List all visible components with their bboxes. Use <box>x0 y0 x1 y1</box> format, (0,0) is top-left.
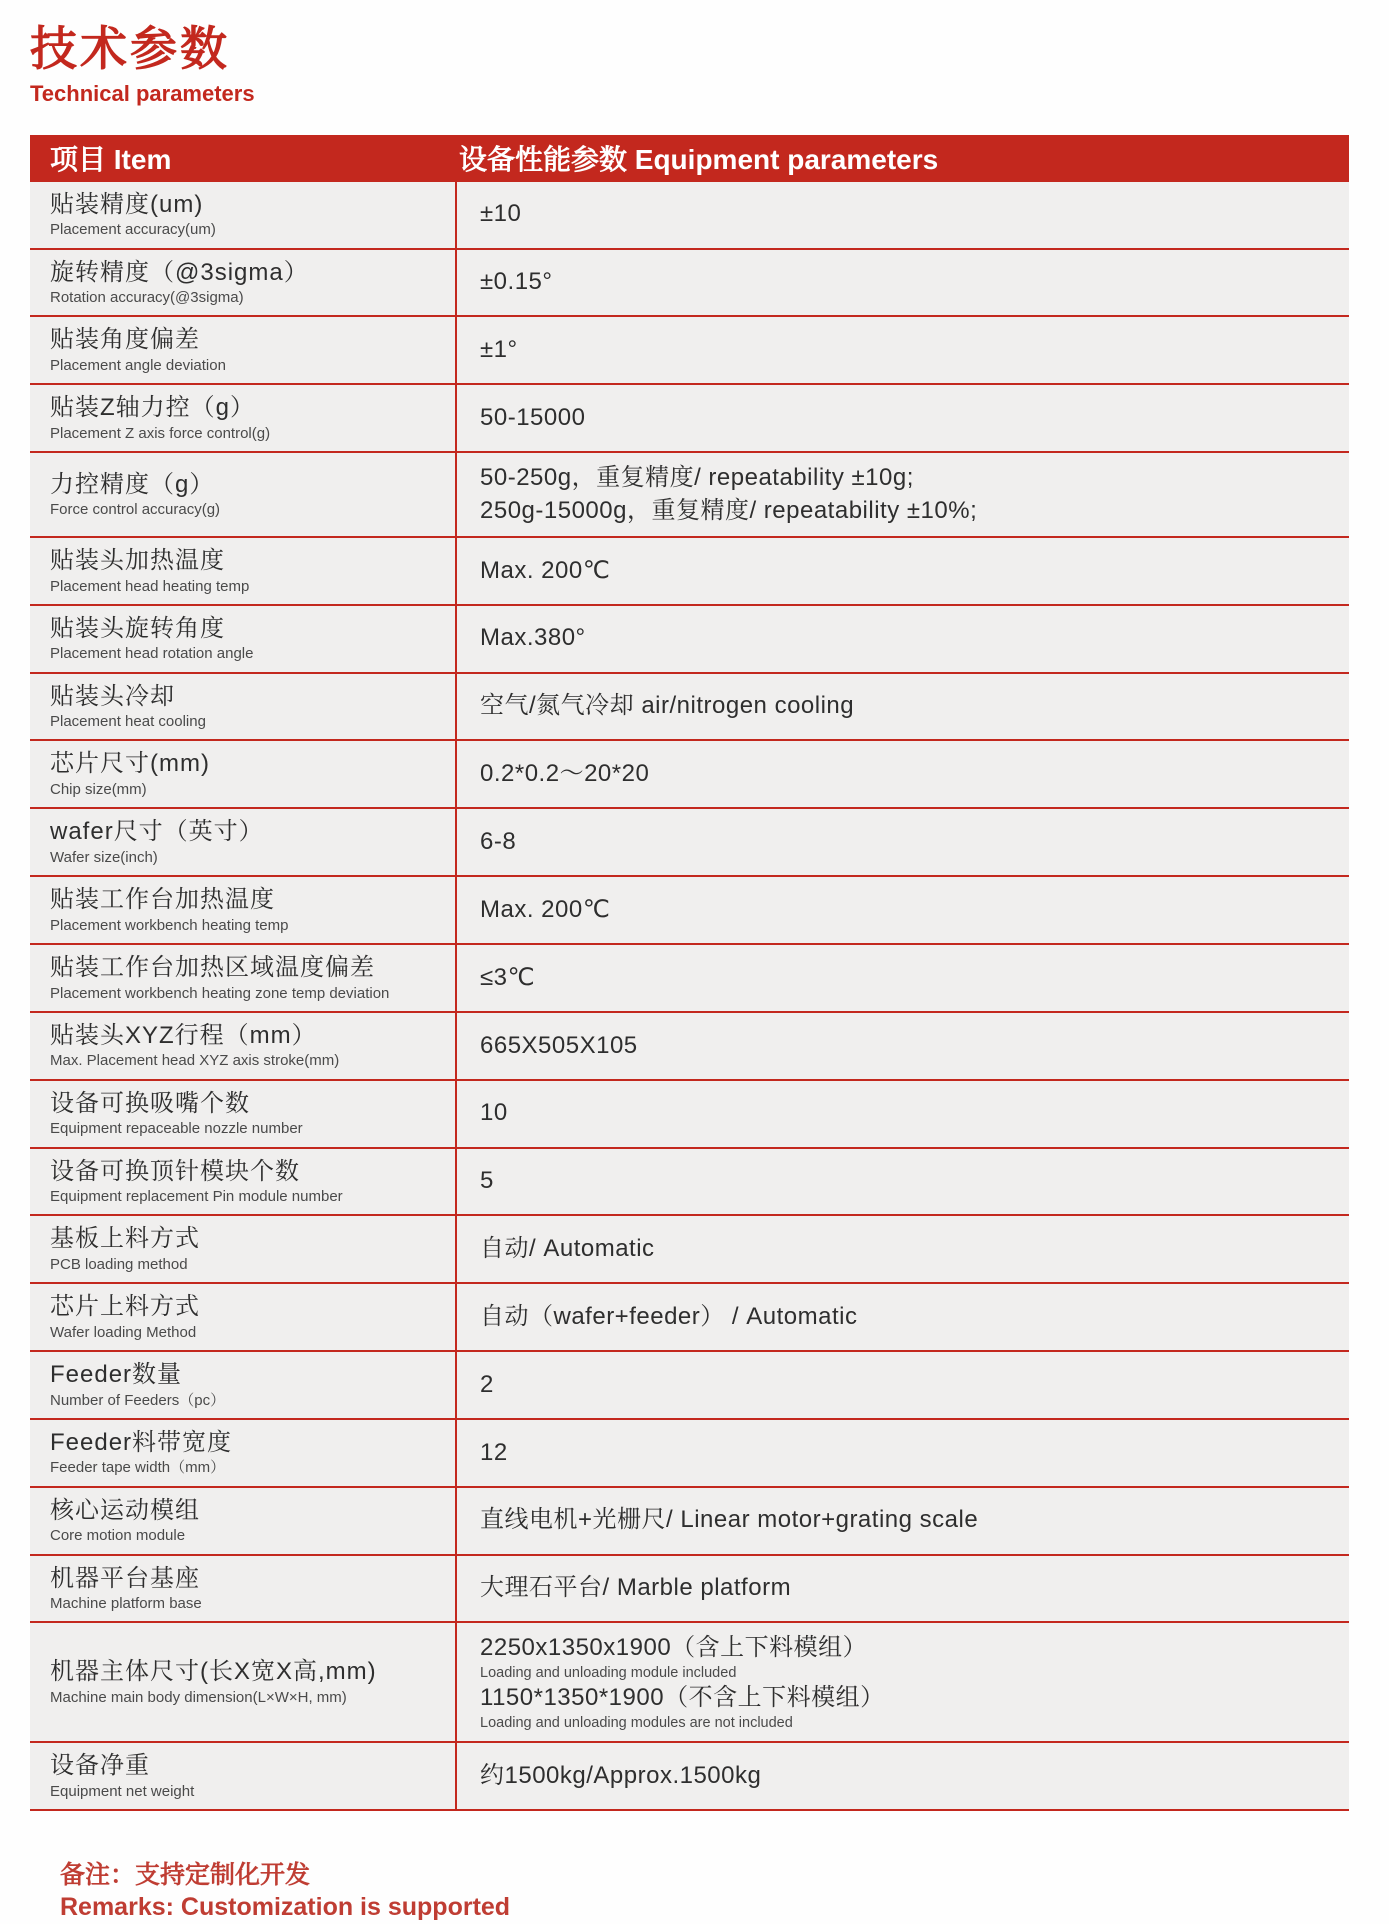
row-value: 50-250g，重复精度/ repeatability ±10g; <box>480 464 914 492</box>
table-body <box>30 182 1349 1811</box>
row-value: Max. 200℃ <box>480 895 611 923</box>
parameters-table <box>30 135 1349 1811</box>
row-label-en: Placement workbench heating zone temp deviation <box>50 984 390 1002</box>
column-header-item: 项目 Item <box>50 144 172 176</box>
table-row <box>30 385 1349 453</box>
row-label-cell <box>30 809 455 875</box>
row-label-cell <box>30 385 455 451</box>
row-label-en: Placement heat cooling <box>50 713 206 731</box>
row-value: 10 <box>480 1099 508 1127</box>
row-label-cell <box>30 877 455 943</box>
row-label-cn: 贴装头旋转角度 <box>50 614 225 642</box>
row-label-en: Rotation accuracy(@3sigma) <box>50 289 244 307</box>
row-label-cn: Feeder料带宽度 <box>50 1428 233 1456</box>
row-label-en: Max. Placement head XYZ axis stroke(mm) <box>50 1052 340 1070</box>
row-label-en: Core motion module <box>50 1527 186 1545</box>
row-label-en: Machine platform base <box>50 1595 202 1613</box>
row-label-cell <box>30 1556 455 1622</box>
row-value: 6-8 <box>480 828 517 855</box>
row-value-cell <box>455 1284 1349 1350</box>
row-label-cn: 基板上料方式 <box>50 1225 200 1253</box>
row-label-cell <box>30 1216 455 1282</box>
row-value-cell <box>455 1743 1349 1809</box>
row-label-en: Equipment repaceable nozzle number <box>50 1120 303 1138</box>
row-label-cn: Feeder数量 <box>50 1361 183 1389</box>
row-label-cell <box>30 182 455 248</box>
table-row <box>30 1149 1349 1217</box>
row-label-cn: 机器平台基座 <box>50 1564 200 1592</box>
row-label-en: Machine main body dimension(L×W×H, mm) <box>50 1688 347 1706</box>
row-label-en: Placement angle deviation <box>50 357 226 375</box>
row-label-cell <box>30 317 455 383</box>
table-row <box>30 453 1349 538</box>
row-value-cell <box>455 1216 1349 1282</box>
page-title-subtitle: Technical parameters <box>30 80 255 106</box>
table-row <box>30 1216 1349 1284</box>
row-label-cn: 设备净重 <box>50 1751 150 1779</box>
row-label-cell <box>30 1488 455 1554</box>
row-value-cell <box>455 317 1349 383</box>
row-value: Loading and unloading modules are not included <box>480 1714 793 1731</box>
table-row <box>30 674 1349 742</box>
table-row <box>30 1420 1349 1488</box>
row-value-cell <box>455 538 1349 604</box>
page-title-block <box>30 20 1349 107</box>
table-row <box>30 317 1349 385</box>
row-label-en: Placement Z axis force control(g) <box>50 424 271 442</box>
row-label-cn: 贴装头加热温度 <box>50 546 225 574</box>
row-value-cell <box>455 453 1349 536</box>
row-value: Max.380° <box>480 624 586 652</box>
row-value-cell <box>455 1556 1349 1622</box>
row-label-en: Wafer loading Method <box>50 1323 197 1341</box>
row-value-cell <box>455 809 1349 875</box>
table-row <box>30 538 1349 606</box>
row-value: 大理石平台/ Marble platform <box>480 1574 792 1602</box>
row-value: 12 <box>480 1438 508 1466</box>
row-label-cell <box>30 1743 455 1809</box>
row-label-cn: 力控精度（g） <box>50 470 215 498</box>
table-row <box>30 1623 1349 1743</box>
table-row <box>30 182 1349 250</box>
row-value-cell <box>455 182 1349 248</box>
row-label-cn: 贴装头冷却 <box>50 682 175 710</box>
row-label-cn: wafer尺寸（英寸） <box>50 818 264 846</box>
row-value: 自动/ Automatic <box>480 1235 655 1263</box>
row-value-cell <box>455 1488 1349 1554</box>
row-label-cn: 设备可换顶针模块个数 <box>50 1157 300 1185</box>
row-label-cn: 设备可换吸嘴个数 <box>50 1089 250 1117</box>
row-label-cell <box>30 606 455 672</box>
row-value: ≤3℃ <box>480 963 535 991</box>
table-row <box>30 1284 1349 1352</box>
row-label-cell <box>30 741 455 807</box>
row-value-cell <box>455 1352 1349 1418</box>
row-label-en: Equipment net weight <box>50 1782 195 1800</box>
table-row <box>30 1488 1349 1556</box>
remarks-en: Remarks: Customization is supported <box>60 1893 511 1922</box>
table-row <box>30 1743 1349 1811</box>
row-label-en: Number of Feeders（pc） <box>50 1391 226 1409</box>
row-label-en: Equipment replacement Pin module number <box>50 1188 343 1206</box>
row-label-cell <box>30 1284 455 1350</box>
row-label-cell <box>30 538 455 604</box>
row-value-cell <box>455 877 1349 943</box>
row-label-cell <box>30 1420 455 1486</box>
row-label-cell <box>30 1352 455 1418</box>
row-value: 2250x1350x1900（含上下料模组） <box>480 1634 868 1662</box>
row-label-en: Chip size(mm) <box>50 781 147 799</box>
row-label-en: PCB loading method <box>50 1255 188 1273</box>
row-label-cell <box>30 250 455 316</box>
row-value-cell <box>455 606 1349 672</box>
row-label-cn: 贴装头XYZ行程（mm） <box>50 1021 317 1049</box>
row-value: 2 <box>480 1370 494 1398</box>
row-value: 自动（wafer+feeder） / Automatic <box>480 1302 858 1330</box>
row-label-cell <box>30 674 455 740</box>
row-label-cn: 芯片尺寸(mm) <box>50 750 210 778</box>
row-label-en: Placement head rotation angle <box>50 645 254 663</box>
row-value: 1150*1350*1900（不含上下料模组） <box>480 1684 885 1712</box>
table-row <box>30 1352 1349 1420</box>
row-label-cell <box>30 453 455 536</box>
row-label-cn: 旋转精度（@3sigma） <box>50 258 309 286</box>
row-value-cell <box>455 1081 1349 1147</box>
row-value-cell <box>455 741 1349 807</box>
remarks-block <box>30 1859 1349 1924</box>
row-label-cell <box>30 1081 455 1147</box>
row-label-en: Placement workbench heating temp <box>50 916 289 934</box>
row-value: 0.2*0.2～20*20 <box>480 760 650 788</box>
remarks-cn: 备注：支持定制化开发 <box>60 1860 311 1889</box>
row-value: ±1° <box>480 336 518 364</box>
row-label-cn: 芯片上料方式 <box>50 1293 200 1321</box>
table-row <box>30 250 1349 318</box>
table-row <box>30 1081 1349 1149</box>
row-label-cell <box>30 1149 455 1215</box>
table-row <box>30 741 1349 809</box>
table-row <box>30 877 1349 945</box>
table-row <box>30 1013 1349 1081</box>
row-value: ±0.15° <box>480 268 553 296</box>
row-label-en: Force control accuracy(g) <box>50 501 221 519</box>
column-header-parameters: 设备性能参数 Equipment parameters <box>459 144 939 176</box>
row-value: 空气/氮气冷却 air/nitrogen cooling <box>480 692 855 720</box>
row-value: 50-15000 <box>480 404 586 431</box>
table-header-row <box>30 135 1349 182</box>
table-row <box>30 1556 1349 1624</box>
row-value-cell <box>455 1623 1349 1741</box>
row-value-cell <box>455 1420 1349 1486</box>
row-value-cell <box>455 250 1349 316</box>
row-label-en: Feeder tape width（mm） <box>50 1459 226 1477</box>
row-value: 约1500kg/Approx.1500kg <box>480 1761 762 1789</box>
row-label-en: Wafer size(inch) <box>50 848 158 866</box>
row-label-cn: 核心运动模组 <box>50 1496 200 1524</box>
row-value: Max. 200℃ <box>480 556 611 584</box>
row-label-cell <box>30 945 455 1011</box>
row-value-cell <box>455 674 1349 740</box>
row-label-cn: 贴装角度偏差 <box>50 326 200 354</box>
table-row <box>30 809 1349 877</box>
row-label-en: Placement accuracy(um) <box>50 221 216 239</box>
row-label-cell <box>30 1623 455 1741</box>
row-value: 665X505X105 <box>480 1031 638 1059</box>
page-title: 技术参数 <box>30 22 230 75</box>
row-value: 5 <box>480 1167 494 1195</box>
table-row <box>30 606 1349 674</box>
row-label-en: Placement head heating temp <box>50 577 250 595</box>
row-value-cell <box>455 385 1349 451</box>
table-row <box>30 945 1349 1013</box>
row-label-cn: 贴装工作台加热区域温度偏差 <box>50 953 375 981</box>
row-value: Loading and unloading module included <box>480 1664 737 1681</box>
row-value-cell <box>455 945 1349 1011</box>
row-label-cn: 贴装工作台加热温度 <box>50 886 275 914</box>
row-label-cn: 机器主体尺寸(长X宽X高,mm) <box>50 1658 377 1686</box>
row-value-cell <box>455 1013 1349 1079</box>
row-label-cn: 贴装Z轴力控（g） <box>50 394 256 422</box>
row-label-cell <box>30 1013 455 1079</box>
row-label-cn: 贴装精度(um) <box>50 190 204 218</box>
row-value: 直线电机+光栅尺/ Linear motor+grating scale <box>480 1506 979 1534</box>
row-value-cell <box>455 1149 1349 1215</box>
row-value: 250g-15000g，重复精度/ repeatability ±10%; <box>480 496 978 524</box>
row-value: ±10 <box>480 200 522 228</box>
